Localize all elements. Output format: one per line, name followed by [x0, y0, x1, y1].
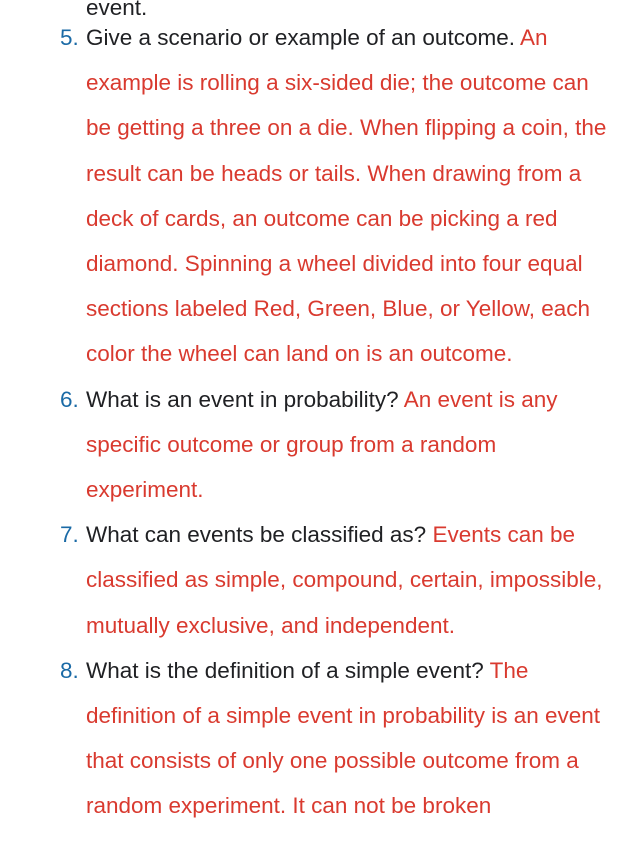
item-number: 6. [60, 386, 79, 412]
answer-text: Events can be classified as simple, compound, certain, impossible, mutually exclusive, and independent. [86, 522, 603, 638]
answer-text: An event is any specific outcome or group from a random experiment. [86, 386, 558, 503]
list-item [0, 648, 640, 829]
question-text: Give a scenario or example of an outcome. [86, 25, 515, 50]
list-item [0, 512, 640, 648]
list-item [0, 15, 640, 377]
question-text: What is the definition of a simple event? [86, 657, 484, 683]
question-text: What is an event in probability? [86, 386, 399, 412]
list-item [0, 377, 640, 513]
question-list [0, 15, 640, 829]
question-text: What can events be classified as? [86, 522, 427, 548]
item-number: 8. [60, 657, 79, 683]
cutoff-text: event. [86, 0, 148, 20]
item-number: 7. [60, 522, 79, 548]
answer-text: An example is rolling a six-sided die; the outcome can be getting a three on a die. When flipping a coin, the result can be heads or tails. When drawing from a deck of cards, an outcome can be picking a red diamond. Spinning a wheel divided into four equal sections labeled Red, Green, Blue, or Yellow, each color the wheel can land on is an outcome. [86, 25, 607, 367]
item-number: 5. [60, 25, 79, 50]
answer-text: The definition of a simple event in probability is an event that consists of only one possible outcome from a random experiment. It can not be broken [86, 657, 601, 819]
